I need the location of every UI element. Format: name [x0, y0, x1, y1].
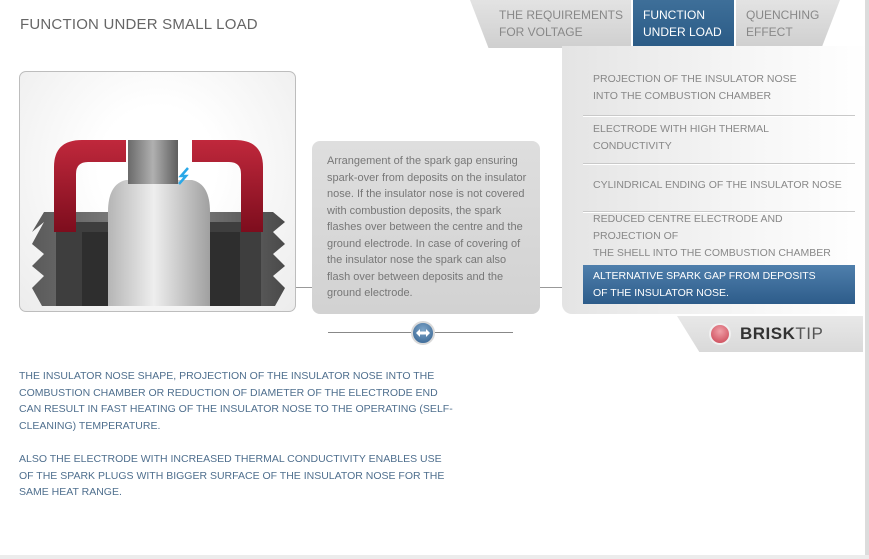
body-paragraph-1: THE INSULATOR NOSE SHAPE, PROJECTION OF THE INSULATOR NOSE INTO THE COMBUSTION CHAMBER OR REDUCTION OF DIAMETER OF THE ELECTRODE END CAN RESULT IN FAST HEATING OF THE INSULATOR NOSE TO THE OPERATING (SELF-CLEANING) TEMPERATURE.: [19, 370, 453, 432]
page-edge-bottom: [0, 555, 869, 559]
feature-list-panel: [562, 46, 869, 314]
shell-inner-left: [82, 232, 108, 306]
tab-label-line1: FUNCTION: [643, 8, 705, 22]
connector-line-right: [540, 287, 562, 288]
panel-item-cylindrical-ending[interactable]: [583, 161, 855, 209]
spark-plug-illustration: [19, 71, 296, 312]
tab-label-line1: QUENCHING: [746, 8, 820, 22]
nav-line-right: [435, 332, 513, 333]
connector-line-left: [296, 287, 312, 288]
panel-item-line1: PROJECTION OF THE INSULATOR NOSE: [593, 73, 797, 85]
brand-name: BRISK: [740, 324, 796, 343]
navigation-button[interactable]: [411, 321, 435, 345]
tab-label-line1: THE REQUIREMENTS: [499, 8, 624, 22]
description-text: Arrangement of the spark gap ensuring spark-over from deposits on the insulator nose. If the insulator nose is not covered with combustion deposits, the spark flashes over between the centre and the ground electrode. In case of covering of the insulator nose the spark can also flash over between deposits and the ground electrode.: [312, 141, 540, 314]
nav-line-left: [328, 332, 411, 333]
panel-item-alternative-spark-gap[interactable]: [583, 265, 855, 304]
panel-item-line2: OF THE INSULATOR NOSE.: [593, 286, 729, 299]
tab-label-line2: EFFECT: [746, 25, 793, 39]
insulator-nose: [108, 180, 210, 306]
panel-item-line1: REDUCED CENTRE ELECTRODE AND PROJECTION OF: [593, 212, 783, 242]
panel-item-line2: THE SHELL INTO THE COMBUSTION CHAMBER: [593, 246, 831, 259]
panel-item-text: [593, 211, 845, 262]
section-tabs: [470, 0, 840, 48]
panel-item-electrode-conductivity[interactable]: [583, 114, 855, 162]
panel-item-line1: ELECTRODE WITH HIGH THERMAL: [593, 123, 769, 135]
panel-item-line1: CYLINDRICAL ENDING OF THE INSULATOR NOSE: [593, 178, 842, 191]
panel-item-line2: INTO THE COMBUSTION CHAMBER: [593, 90, 772, 102]
panel-item-line2: CONDUCTIVITY: [593, 140, 672, 152]
panel-item-insulator-projection[interactable]: [583, 64, 855, 112]
panel-item-text: [593, 268, 816, 302]
body-paragraph-2: ALSO THE ELECTRODE WITH INCREASED THERMAL CONDUCTIVITY ENABLES USE OF THE SPARK PLUGS WITH BIGGER SURFACE OF THE INSULATOR NOSE FOR THE SAME HEAT RANGE.: [19, 453, 445, 498]
page-title: FUNCTION UNDER SMALL LOAD: [20, 16, 258, 33]
shell-inner-right: [210, 232, 240, 306]
page-edge-right: [865, 0, 869, 559]
brand-logo: [740, 324, 823, 344]
tab-requirements-for-voltage[interactable]: [489, 0, 631, 48]
brand-suffix: TIP: [795, 324, 824, 343]
panel-item-text: [593, 71, 797, 105]
panel-item-text: [593, 121, 769, 155]
tab-function-under-load[interactable]: [633, 0, 734, 48]
panel-item-line1: ALTERNATIVE SPARK GAP FROM DEPOSITS: [593, 269, 816, 282]
spark-plug-diagram: [20, 72, 296, 312]
tab-label-line2: FOR VOLTAGE: [499, 25, 583, 39]
panel-item-reduced-centre-electrode[interactable]: [583, 212, 855, 260]
tab-quenching-effect[interactable]: [736, 0, 826, 48]
double-arrow-icon: [413, 323, 433, 343]
center-electrode: [128, 140, 178, 184]
tab-label-line2: UNDER LOAD: [643, 25, 722, 39]
brisk-logo-icon: [709, 323, 731, 345]
